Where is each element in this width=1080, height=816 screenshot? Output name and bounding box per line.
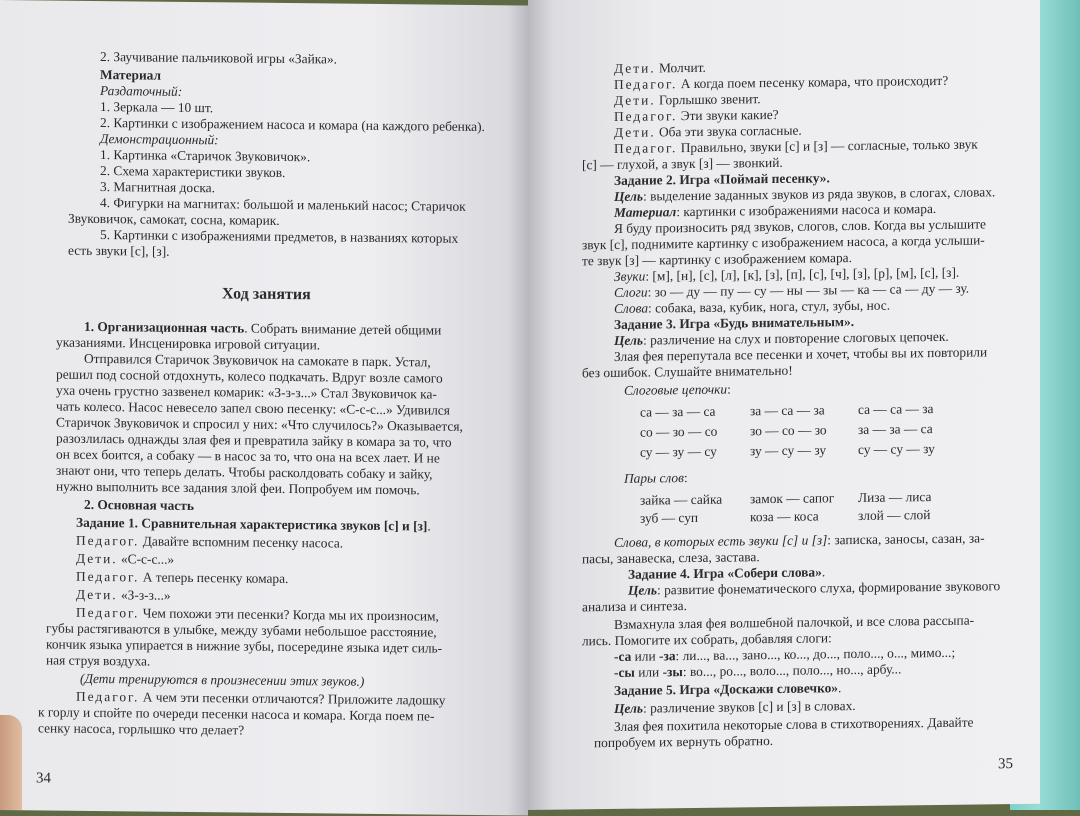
text-line: 3. Магнитная доска.: [100, 179, 215, 196]
text-line: попробуем их вернуть обратно.: [594, 733, 774, 751]
dialogue-line: [76, 569, 288, 587]
text-run: «З-з-з...»: [117, 587, 171, 603]
text-line: 5. Картинки с изображениями предметов, в названиях которых: [100, 227, 459, 246]
text-run: : картинки с изображениями насоса и комара.: [676, 201, 937, 220]
speaker: Дети.: [76, 550, 118, 567]
text-line: Старичок Звуковичок и спросил у них: «Что случилось?» Оказывается,: [56, 414, 463, 434]
text-run: : различение звуков [с] и [з] в словах.: [643, 697, 856, 716]
text-line: 2. Схема характеристики звуков.: [100, 163, 286, 180]
text-line: 1. Зеркала — 10 шт.: [100, 99, 214, 116]
text-line: анализа и синтеза.: [582, 598, 687, 615]
text-run: А когда поем песенку комара, что происходит?: [677, 72, 949, 92]
text-line: сенку насоса, горлышко что делает?: [38, 720, 245, 738]
text-line: лись. Помогите их собрать, добавляя слоги:: [582, 630, 832, 649]
syllable-chain: за — за — са: [858, 421, 933, 437]
right-page: [528, 0, 1040, 810]
text-line: Злая фея перепутала все песенки и хочет, чтобы вы их повторили: [614, 344, 988, 364]
speaker: Педагог.: [614, 76, 678, 92]
syllable-chain: су — зу — су: [640, 443, 717, 460]
label: Цель: [614, 188, 644, 204]
task-heading: Задание 3. Игра «Будь внимательным».: [614, 314, 855, 332]
text-line: разозлилась однажды злая фея и превратила зайку в комара за то, что: [56, 430, 452, 450]
word-pair: замок — сапог: [750, 490, 835, 507]
syllable-chain: су — су — зу: [858, 441, 935, 457]
text-line: Материал: [100, 67, 161, 83]
dialogue-line: [614, 60, 706, 77]
dialogue-line: [614, 73, 948, 93]
word-pair: злой — слой: [858, 507, 931, 523]
text-line: без ошибок. Слушайте внимательно!: [582, 362, 793, 381]
part-heading: 2. Основная часть: [84, 496, 194, 514]
text-line: нужно выполнить все задания злой феи. Попробуем им помочь.: [56, 478, 420, 498]
thumb: [0, 715, 22, 810]
text-line: звук [с], поднимите картинку с изображением насоса, а когда услыши-: [582, 232, 985, 253]
page-number: 34: [36, 770, 51, 787]
text-run: .: [821, 564, 826, 580]
syllable-chain: са — за — са: [640, 403, 716, 420]
label: Пары слов: [624, 470, 684, 486]
text-line: уха очень грустно зазвенел комарик: «З-з-з...» Стал Звуковичок ка-: [56, 382, 437, 402]
dialogue-line: [614, 137, 978, 157]
text-run: : зо — ду — пу — су — ны — зы — ка — са — ду — зу.: [647, 280, 970, 300]
label: Слоговые цепочки: [624, 381, 728, 398]
text-run: «С-с-с...»: [117, 551, 175, 567]
text-line: к горлу и спойте по очереди песенки насоса и комара. Когда поем пе-: [38, 704, 435, 724]
syllable-chain: за — са — за: [750, 402, 825, 419]
text-run: : записка, заносы, сазан, за-: [827, 530, 985, 548]
label: Цель: [628, 582, 658, 598]
speaker: Педагог.: [76, 568, 140, 585]
text-line: Злая фея похитила некоторые слова в стихотворениях. Давайте: [614, 714, 974, 734]
text-run: :: [727, 381, 731, 397]
label: -сы: [614, 664, 635, 680]
text-run: . Собрать внимание детей общими: [244, 320, 442, 338]
text-line: пасы, занавеска, слеза, застава.: [582, 549, 760, 567]
text-run: Правильно, звуки [с] и [з] — согласные, только звук: [677, 136, 978, 156]
text-run: .: [838, 680, 842, 696]
label: Слова, в которых есть звуки [с] и [з]: [614, 532, 828, 550]
dialogue-line: [614, 91, 761, 109]
text-run: или: [631, 648, 659, 664]
text-run: Эти звуки какие?: [677, 106, 779, 124]
label: -са: [614, 648, 632, 664]
text-line: [76, 515, 431, 535]
dialogue-line: [76, 533, 343, 552]
page-number: 35: [998, 756, 1013, 773]
text-line: чать колесо. Насос невесело запел свою песенку: «С-с-с...» Удивился: [56, 398, 450, 418]
syllable-chain: со — зо — со: [640, 423, 718, 440]
word-pair: зайка — сайка: [640, 491, 723, 508]
text-run: : во..., ро..., воло..., поло..., но..., арбу...: [682, 661, 902, 680]
text-run: А теперь песенку комара.: [139, 569, 289, 587]
text-line: знают они, что теперь делать. Чтобы расколдовать собаку и зайку,: [56, 462, 433, 482]
task-heading: Задание 4. Игра «Собери слова»: [628, 564, 822, 582]
text-line: [с] — глухой, а звук [з] — звонкий.: [582, 154, 783, 173]
text-run: : [м], [н], [с], [л], [к], [з], [п], [с], [ч], [з], [р], [м], [с], [з].: [645, 264, 960, 284]
label: Цель: [614, 332, 644, 348]
speaker: Педагог.: [614, 140, 678, 156]
text-line: 2. Картинки с изображением насоса и комара (на каждого ребенка).: [100, 115, 485, 135]
text-run: Оба эти звука согласные.: [655, 122, 802, 140]
speaker: Дети.: [614, 60, 656, 76]
text-run: А чем эти песенки отличаются? Приложите ладошку: [139, 689, 446, 708]
text-run: :: [683, 470, 688, 486]
text-line: [628, 578, 1000, 599]
text-run: : ли..., ва..., зано..., ко..., до..., поло..., о..., мимо...;: [675, 644, 956, 664]
syllable-chain: зу — су — зу: [750, 442, 827, 459]
syllable-chain: са — са — за: [858, 401, 934, 417]
text-line: [614, 698, 856, 717]
text-run: Чем похожи эти песенки? Когда мы их произносим,: [139, 605, 439, 624]
label: Звуки: [614, 268, 646, 284]
label: Цель: [614, 700, 644, 716]
speaker: Педагог.: [614, 108, 678, 124]
text-run: Горлышко звенит.: [655, 91, 761, 108]
text-run: .: [427, 518, 431, 534]
text-line: [614, 530, 985, 551]
text-line: [614, 661, 901, 681]
text-line: Отправился Старичок Звуковичок на самокате в парк. Устал,: [84, 350, 431, 370]
text-line: указаниями. Инсценировка игровой ситуации.: [56, 334, 321, 353]
task-heading: Задание 2. Игра «Поймай песенку».: [614, 170, 830, 188]
text-line: 2. Заучивание пальчиковой игры «Зайка».: [100, 49, 338, 67]
section-heading: Ход занятия: [222, 285, 311, 304]
text-run: : различение на слух и повторение слоговых цепочек.: [643, 328, 949, 348]
word-pair: зуб — суп: [640, 509, 699, 526]
dialogue-line: [76, 551, 174, 568]
text-run: : выделение заданных звуков из ряда звуков, в слогах, словах.: [643, 184, 996, 204]
text-run: или: [634, 664, 663, 680]
text-line: губы растягиваются в улыбке, между зубами небольшое расстояние,: [46, 620, 437, 640]
part-heading: 1. Организационная часть: [84, 318, 245, 336]
text-line: есть звуки [с], [з].: [68, 242, 170, 259]
task-heading: Задание 5. Игра «Доскажи словечко»: [614, 680, 838, 698]
speaker: Педагог.: [76, 532, 140, 549]
text-line: Демонстрационный:: [100, 131, 219, 148]
text-run: : развитие фонематического слуха, формирование звукового: [657, 578, 1001, 598]
label: Материал: [614, 204, 677, 220]
text-line: Я буду произносить ряд звуков, слогов, слов. Когда вы услышите: [614, 216, 986, 236]
text-line: Взмахнула злая фея волшебной палочкой, и все слова рассыпа-: [614, 612, 975, 632]
word-pair: коза — коса: [750, 508, 819, 525]
speaker: Педагог.: [76, 604, 140, 621]
text-line: решил под сосной отдохнуть, колесо подкачать. Вдруг возле самого: [56, 366, 443, 386]
syllable-chain: зо — со — зо: [750, 422, 827, 439]
text-line: 1. Картинка «Старичок Звуковичок».: [100, 147, 311, 165]
label: Слоги: [614, 284, 648, 300]
text-line: те звук [з] — картинку с изображением комара.: [582, 250, 852, 269]
text-run: Молчит.: [655, 59, 706, 76]
label: -зы: [662, 664, 683, 680]
text-run: : собака, ваза, кубик, нога, стул, зубы, нос.: [648, 297, 891, 316]
text-line: 4. Фигурки на магнитах: большой и маленький насос; Старичок: [100, 195, 466, 214]
text-line: Звуковичок, самокат, сосна, комарик.: [68, 210, 280, 228]
text-line: [624, 382, 731, 399]
speaker: Дети.: [614, 92, 656, 108]
stage-direction: (Дети тренируются в произнесении этих звуков.): [80, 670, 365, 689]
text-run: Давайте вспомним песенку насоса.: [139, 533, 344, 551]
dialogue-line: [76, 587, 171, 604]
left-page: [0, 0, 528, 816]
text-line: [624, 470, 688, 487]
task-heading: Задание 1. Сравнительная характеристика звуков [с] и [з]: [76, 514, 428, 534]
text-line: [614, 680, 841, 699]
speaker: Педагог.: [76, 688, 140, 705]
speaker: Дети.: [76, 586, 118, 603]
label: -за: [658, 648, 676, 664]
label: Слова: [614, 300, 649, 316]
speaker: Дети.: [614, 124, 656, 140]
word-pair: Лиза — лиса: [858, 489, 932, 505]
text-line: Раздаточный:: [100, 83, 183, 99]
text-line: он всех боится, а собаку — в насос за то, что она на всех лает. И не: [56, 446, 440, 466]
text-line: ная струя воздуха.: [46, 652, 151, 669]
text-line: кончик языка упирается в нижние зубы, посередине языка идет силь-: [46, 636, 443, 656]
